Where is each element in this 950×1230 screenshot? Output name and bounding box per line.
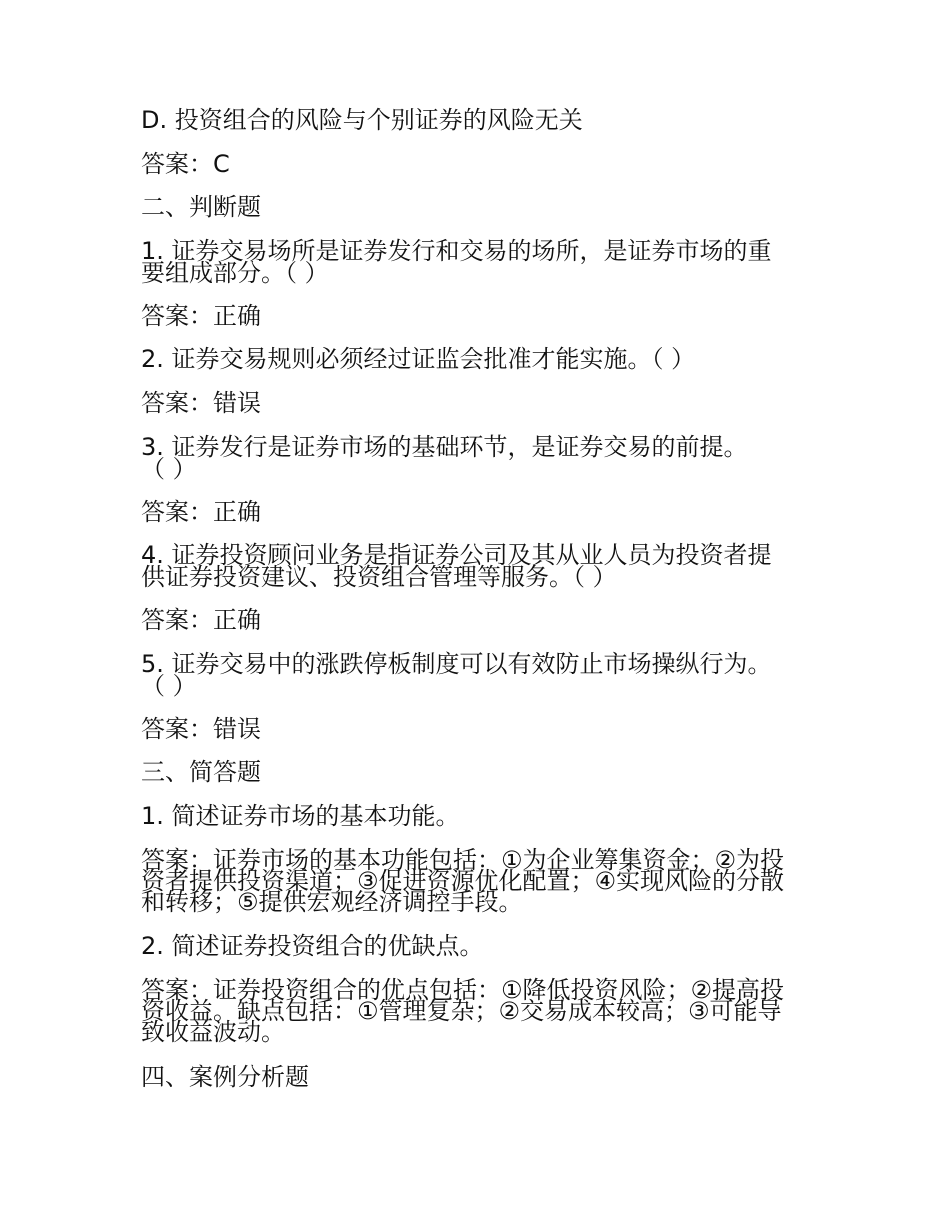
question-text: 1. 简述证券市场的基本功能。 [141, 802, 460, 830]
answer-text: 答案：正确 [141, 498, 261, 526]
answer-text: 答案：证券投资组合的优点包括：①降低投资风险；②提高投 资收益。缺点包括：①管理复杂；②交易成本较高；③可能导 致收益波动。 [141, 976, 785, 1046]
question-text: 1. 证券交易场所是证券发行和交易的场所，是证券市场的重 要组成部分。（ ） [141, 237, 772, 287]
answer-text: 答案：错误 [141, 715, 261, 743]
option-d-text: D. 投资组合的风险与个别证券的风险无关 [141, 106, 583, 134]
section-heading-true-false: 二、判断题 [141, 193, 261, 221]
question-text: 5. 证券交易中的涨跌停板制度可以有效防止市场操纵行为。 （ ） [141, 650, 772, 700]
answer-text: 答案：正确 [141, 606, 261, 634]
answer-text: 答案：C [141, 150, 230, 178]
question-text: 4. 证券投资顾问业务是指证券公司及其从业人员为投资者提 供证券投资建议、投资组合管理等服务。（ ） [141, 541, 772, 591]
answer-text: 答案：正确 [141, 302, 261, 330]
question-text: 2. 简述证券投资组合的优缺点。 [141, 932, 484, 960]
answer-text: 答案：错误 [141, 389, 261, 417]
question-text: 3. 证券发行是证券市场的基础环节，是证券交易的前提。 （ ） [141, 433, 748, 483]
question-text: 2. 证券交易规则必须经过证监会批准才能实施。（ ） [141, 345, 696, 373]
answer-text: 答案：证券市场的基本功能包括：①为企业筹集资金；②为投 资者提供投资渠道；③促进资源优化配置；④实现风险的分散 和转移；⑤提供宏观经济调控手段。 [141, 846, 785, 916]
section-heading-case-analysis: 四、案例分析题 [141, 1063, 309, 1091]
section-heading-short-answer: 三、简答题 [141, 758, 261, 786]
